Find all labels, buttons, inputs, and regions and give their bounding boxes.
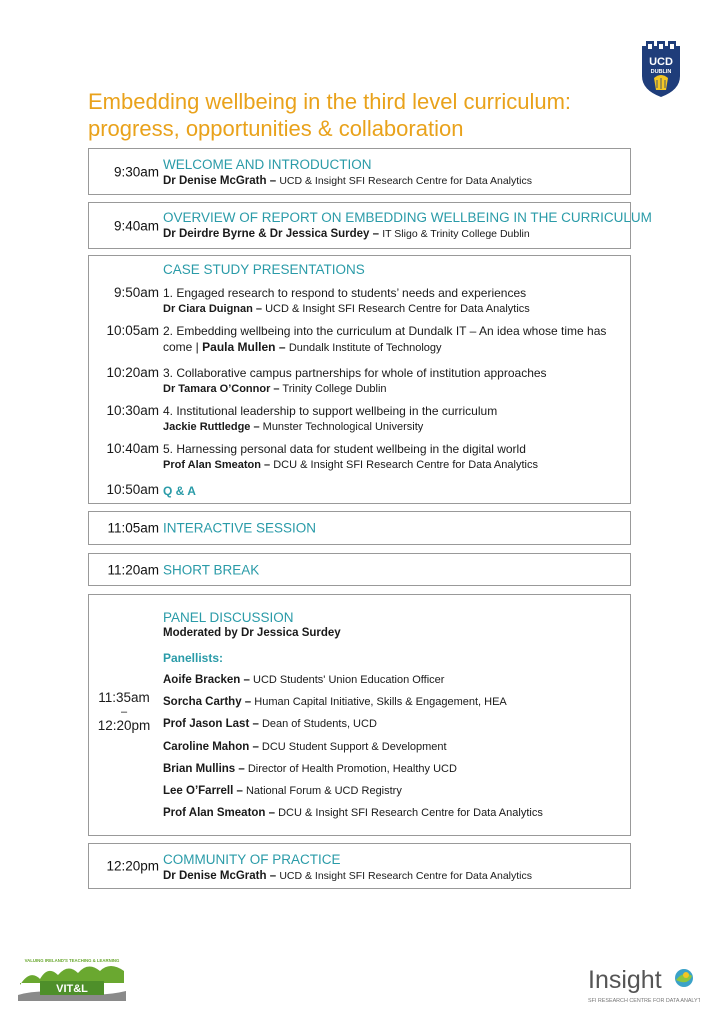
session-time: 12:20pm	[106, 858, 159, 874]
page-title	[88, 88, 648, 142]
speaker-org: UCD & Insight SFI Research Centre for Data Analytics	[279, 870, 533, 882]
session-heading: SHORT BREAK	[163, 562, 260, 577]
session-welcome	[88, 148, 631, 195]
panellist-role: Director of Health Promotion, Healthy UCD	[247, 763, 457, 775]
panellist	[163, 807, 543, 819]
qa-label: Q & A	[163, 484, 196, 498]
case-item-2	[163, 323, 626, 356]
title-line-2: progress, opportunities & collaboration	[88, 116, 464, 141]
panellist-role: Dean of Students, UCD	[261, 718, 377, 730]
qa-time: 10:50am	[106, 482, 159, 497]
session-panel	[88, 594, 631, 836]
session-heading: INTERACTIVE SESSION	[163, 520, 317, 536]
panellist-role: DCU Student Support & Development	[261, 741, 447, 753]
panellist-name: Lee O’Farrell –	[163, 785, 243, 797]
panellist	[163, 763, 457, 775]
case-item-5	[163, 441, 626, 473]
panellist-role: DCU & Insight SFI Research Centre for Data Analytics	[278, 807, 543, 819]
case-title-cont: come |	[163, 340, 199, 354]
session-overview	[88, 202, 652, 249]
vitl-logo-tagline: VALUING IRELAND'S TEACHING & LEARNING	[24, 958, 120, 963]
panellist-role: National Forum & UCD Registry	[245, 785, 402, 797]
vitl-logo-text: VIT&L	[56, 983, 88, 995]
case-item-3	[163, 365, 626, 397]
speaker-org: Dundalk Institute of Technology	[288, 342, 442, 354]
session-interactive	[88, 511, 631, 545]
session-heading: PANEL DISCUSSION	[163, 610, 294, 625]
speaker-org: UCD & Insight SFI Research Centre for Data Analytics	[265, 303, 530, 315]
speaker-name: Dr Ciara Duignan –	[163, 303, 263, 315]
session-time: 11:20am	[107, 562, 159, 577]
panellist-name: Brian Mullins –	[163, 763, 245, 775]
panellist-name: Caroline Mahon –	[163, 741, 259, 753]
panellist-name: Prof Jason Last –	[163, 718, 259, 730]
speaker-org: Munster Technological University	[262, 421, 424, 433]
speaker-name: Dr Tamara O’Connor –	[163, 383, 280, 395]
speaker-name: Paula Mullen –	[202, 340, 286, 354]
panellist-name: Prof Alan Smeaton –	[163, 807, 276, 819]
session-heading: COMMUNITY OF PRACTICE	[163, 852, 341, 867]
session-time: 9:30am	[113, 164, 159, 179]
case-title: 2. Embedding wellbeing into the curriculum at Dundalk IT – An idea whose time has	[163, 324, 607, 338]
case-time-2: 10:05am	[106, 323, 159, 338]
ucd-logo-subtext: DUBLIN	[650, 69, 672, 75]
insight-logo	[588, 960, 700, 1010]
insight-logo-text: Insight	[588, 966, 662, 994]
panellist	[163, 718, 377, 730]
vitl-logo	[18, 955, 126, 1003]
panel-time-start: 11:35am	[98, 690, 150, 705]
panellist	[163, 741, 447, 753]
case-title: 4. Institutional leadership to support wellbeing in the curriculum	[163, 404, 498, 418]
speaker-name: Prof Alan Smeaton –	[163, 459, 271, 471]
panellist	[163, 785, 402, 797]
case-item-4	[163, 403, 626, 435]
session-case-studies	[88, 255, 631, 504]
session-community	[88, 843, 631, 889]
panellists-label: Panellists:	[163, 651, 224, 665]
speaker-name: Jackie Ruttledge –	[163, 421, 260, 433]
case-time-1: 9:50am	[113, 285, 159, 300]
panellist-name: Sorcha Carthy –	[163, 696, 252, 708]
case-time-3: 10:20am	[106, 365, 159, 380]
panel-time-sep: –	[120, 706, 128, 718]
session-break	[88, 553, 631, 586]
panellist-role: Human Capital Initiative, Skills & Engagement, HEA	[254, 696, 507, 708]
speaker-name: Dr Deirdre Byrne & Dr Jessica Surdey –	[163, 228, 380, 240]
session-heading: OVERVIEW OF REPORT ON EMBEDDING WELLBEING IN THE CURRICULUM	[163, 210, 652, 225]
case-item-1	[163, 285, 626, 317]
ucd-logo-text: UCD	[649, 56, 673, 68]
panellist-name: Aoife Bracken –	[163, 674, 250, 686]
panellist-role: UCD Students' Union Education Officer	[253, 674, 445, 686]
session-heading: CASE STUDY PRESENTATIONS	[163, 262, 365, 277]
panel-time-end: 12:20pm	[97, 718, 151, 733]
case-time-5: 10:40am	[106, 441, 159, 456]
insight-logo-tagline: SFI RESEARCH CENTRE FOR DATA ANALYTICS	[588, 998, 700, 1004]
speaker-name: Dr Denise McGrath –	[163, 175, 277, 187]
panel-moderator: Moderated by Dr Jessica Surdey	[163, 627, 341, 639]
title-line-1: Embedding wellbeing in the third level curriculum:	[88, 89, 572, 114]
case-title: 3. Collaborative campus partnerships for whole of institution approaches	[163, 366, 547, 380]
speaker-org: DCU & Insight SFI Research Centre for Data Analytics	[273, 459, 538, 471]
speaker-name: Dr Denise McGrath –	[163, 870, 277, 882]
speaker-org: Trinity College Dublin	[282, 383, 387, 395]
panel-time	[89, 689, 159, 735]
session-time: 9:40am	[113, 218, 159, 233]
case-title: 5. Harnessing personal data for student wellbeing in the digital world	[163, 442, 526, 456]
panellist	[163, 696, 507, 708]
panellist	[163, 674, 444, 686]
speaker-org: UCD & Insight SFI Research Centre for Data Analytics	[279, 175, 533, 187]
session-heading: WELCOME AND INTRODUCTION	[163, 157, 372, 172]
session-time: 11:05am	[107, 520, 159, 536]
case-title: 1. Engaged research to respond to students’ needs and experiences	[163, 286, 527, 300]
speaker-org: IT Sligo & Trinity College Dublin	[382, 228, 530, 240]
case-time-4: 10:30am	[106, 403, 159, 418]
